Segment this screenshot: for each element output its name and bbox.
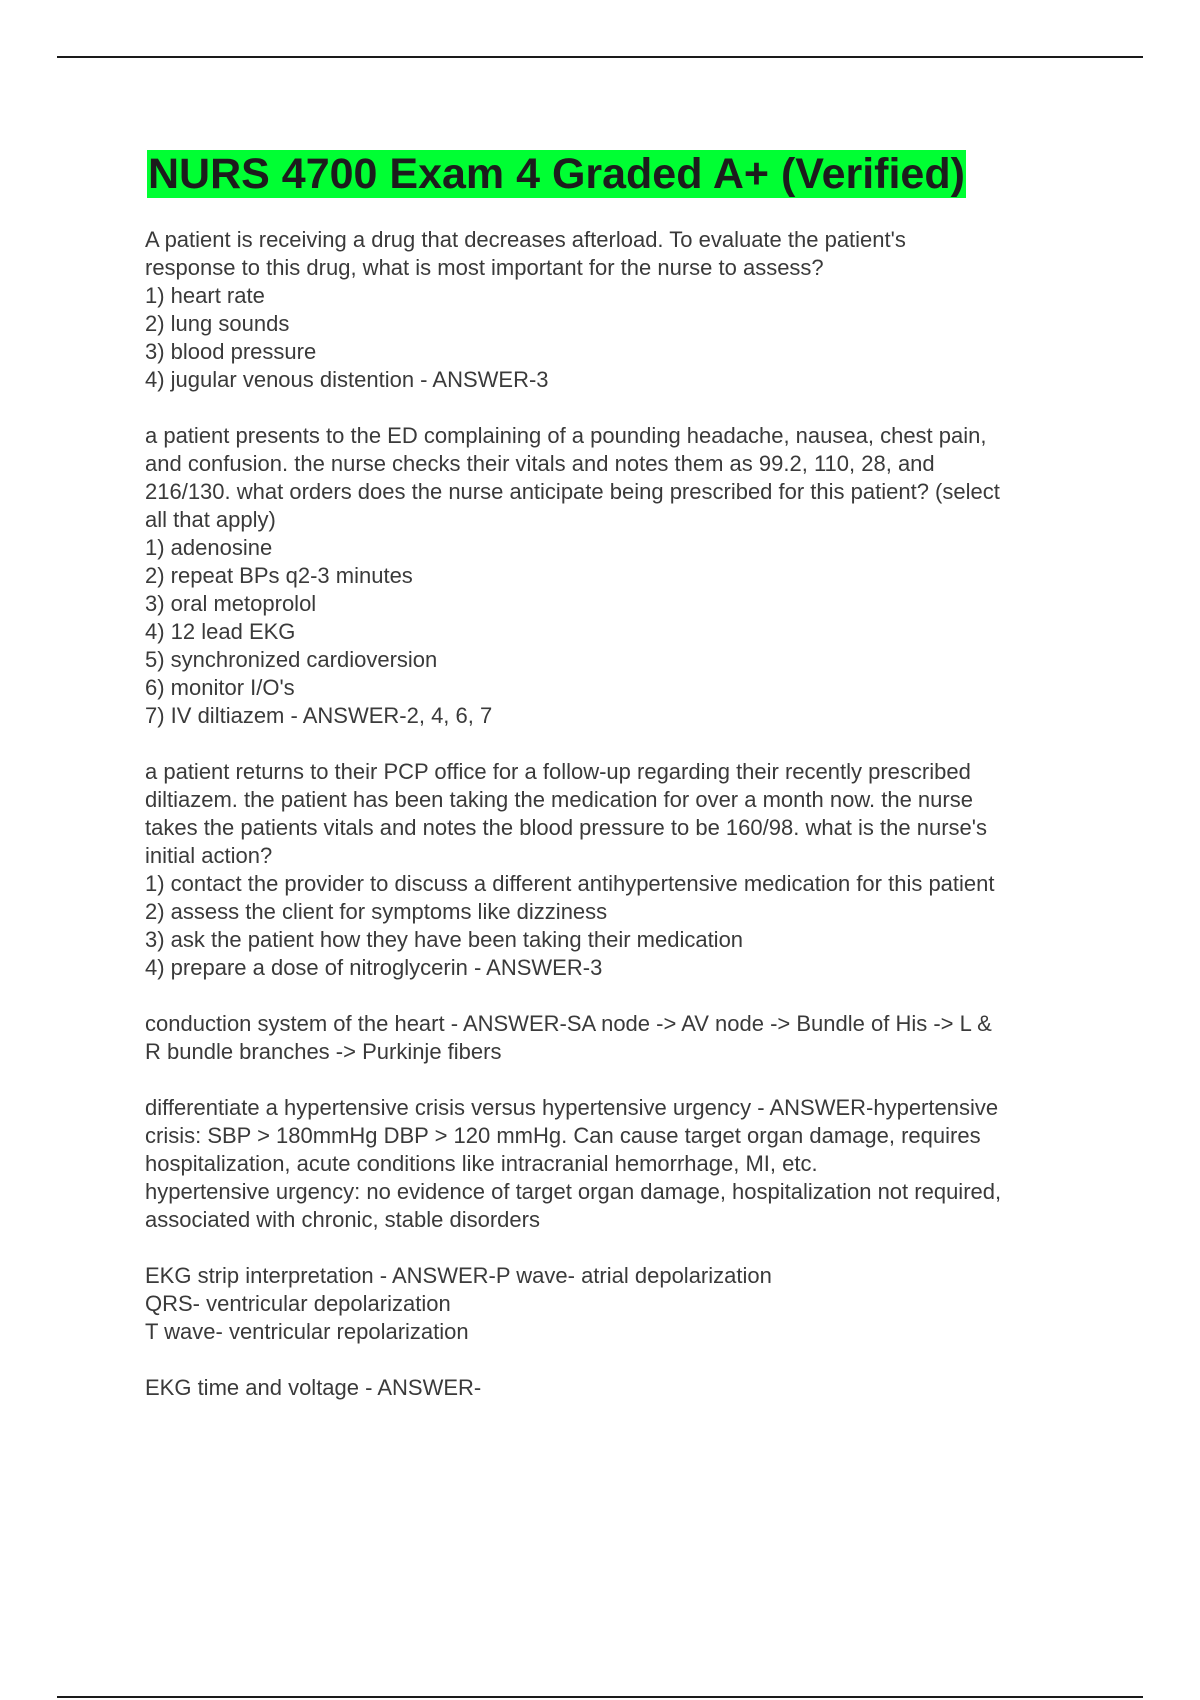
title-highlight: NURS 4700 Exam 4 Graded A+ (Verified)	[148, 150, 965, 198]
text-line: 2) repeat BPs q2-3 minutes	[145, 563, 413, 588]
qa-item	[145, 1262, 1095, 1346]
qa-text	[145, 1262, 1095, 1346]
text-line: differentiate a hypertensive crisis versus hypertensive urgency - ANSWER-hypertensive	[145, 1095, 999, 1120]
text-line: 1) adenosine	[145, 535, 273, 560]
top-divider	[57, 56, 1143, 58]
text-line: a patient presents to the ED complaining of a pounding headache, nausea, chest pain,	[145, 423, 987, 448]
qa-item	[145, 1010, 1095, 1066]
text-line: 2) assess the client for symptoms like dizziness	[145, 899, 608, 924]
text-line: initial action?	[145, 843, 273, 868]
text-line: all that apply)	[145, 507, 276, 532]
text-line: EKG strip interpretation - ANSWER-P wave- atrial depolarization	[145, 1263, 772, 1288]
qa-text	[145, 226, 1095, 394]
text-line: hospitalization, acute conditions like intracranial hemorrhage, MI, etc.	[145, 1151, 818, 1176]
text-line: QRS- ventricular depolarization	[145, 1291, 451, 1316]
qa-item	[145, 226, 1095, 394]
text-line: 4) 12 lead EKG	[145, 619, 296, 644]
text-line: a patient returns to their PCP office for a follow-up regarding their recently prescribed	[145, 759, 971, 784]
text-line: 1) contact the provider to discuss a different antihypertensive medication for this patient	[145, 871, 995, 896]
text-line: 3) oral metoprolol	[145, 591, 317, 616]
qa-text	[145, 758, 1095, 982]
qa-text	[145, 422, 1095, 730]
text-line: diltiazem. the patient has been taking the medication for over a month now. the nurse	[145, 787, 973, 812]
text-line: A patient is receiving a drug that decreases afterload. To evaluate the patient's	[145, 227, 906, 252]
text-line: hypertensive urgency: no evidence of target organ damage, hospitalization not required,	[145, 1179, 1002, 1204]
qa-item	[145, 1094, 1095, 1234]
qa-text	[145, 1374, 1095, 1402]
text-line: T wave- ventricular repolarization	[145, 1319, 469, 1344]
text-line: 3) ask the patient how they have been taking their medication	[145, 927, 744, 952]
qa-text	[145, 1010, 1095, 1066]
text-line: conduction system of the heart - ANSWER-SA node -> AV node -> Bundle of His -> L &	[145, 1011, 992, 1036]
text-line: R bundle branches -> Purkinje fibers	[145, 1039, 502, 1064]
text-line: response to this drug, what is most important for the nurse to assess?	[145, 255, 824, 280]
qa-item	[145, 422, 1095, 730]
text-line: 5) synchronized cardioversion	[145, 647, 438, 672]
page-title	[145, 146, 968, 200]
text-line: takes the patients vitals and notes the blood pressure to be 160/98. what is the nurse's	[145, 815, 987, 840]
qa-item	[145, 758, 1095, 982]
text-line: associated with chronic, stable disorders	[145, 1207, 540, 1232]
qa-text	[145, 1094, 1095, 1234]
text-line: 2) lung sounds	[145, 311, 290, 336]
text-line: 1) heart rate	[145, 283, 265, 308]
text-line: 4) jugular venous distention - ANSWER-3	[145, 367, 549, 392]
text-line: 3) blood pressure	[145, 339, 317, 364]
text-line: 7) IV diltiazem - ANSWER-2, 4, 6, 7	[145, 703, 493, 728]
text-line: EKG time and voltage - ANSWER-	[145, 1375, 482, 1400]
text-line: 6) monitor I/O's	[145, 675, 295, 700]
bottom-divider	[57, 1696, 1143, 1698]
text-line: 216/130. what orders does the nurse anticipate being prescribed for this patient? (select	[145, 479, 1000, 504]
qa-item	[145, 1374, 1095, 1402]
text-line: crisis: SBP > 180mmHg DBP > 120 mmHg. Can cause target organ damage, requires	[145, 1123, 981, 1148]
text-line: 4) prepare a dose of nitroglycerin - ANSWER-3	[145, 955, 603, 980]
text-line: and confusion. the nurse checks their vitals and notes them as 99.2, 110, 28, and	[145, 451, 935, 476]
document-body	[145, 226, 1095, 1430]
